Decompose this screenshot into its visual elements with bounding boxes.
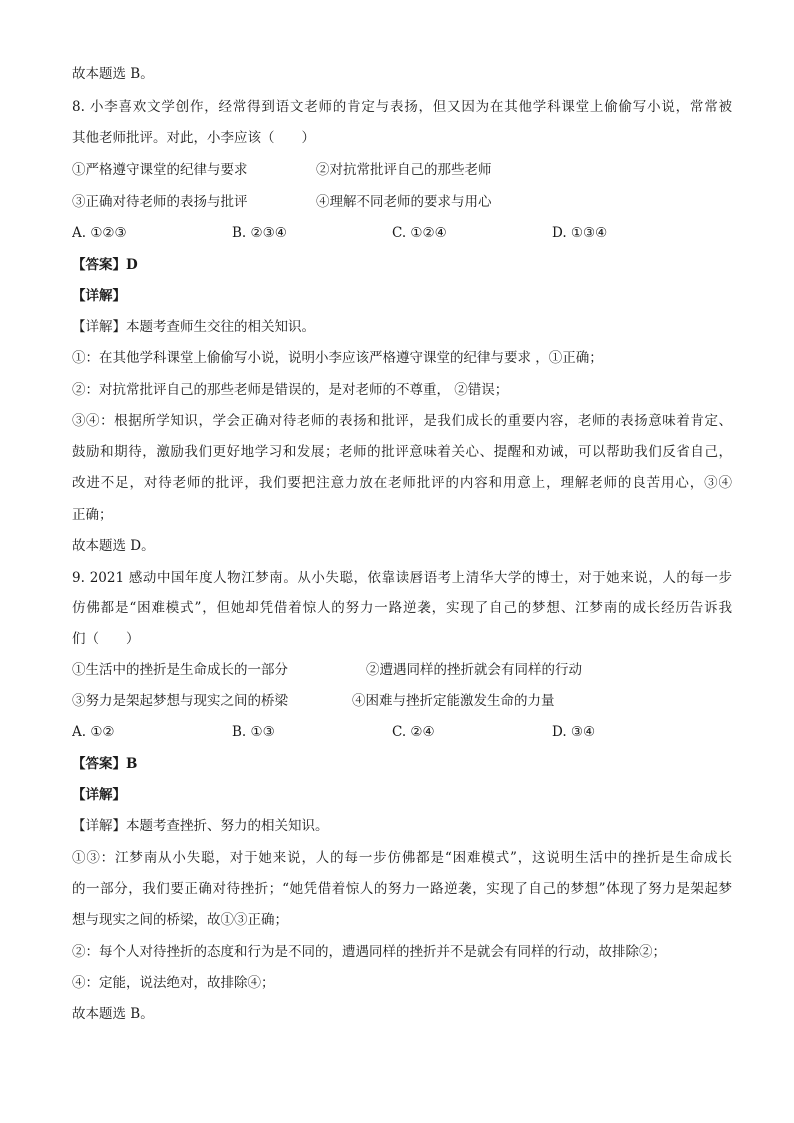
q8-analysis-3-line3: 改进不足，对待老师的批评，我们要把注意力放在老师批评的内容和用意上，理解老师的良苦用心，③④ [72, 475, 732, 491]
q9-detail-intro: 【详解】本题考查挫折、努力的相关知识。 [72, 818, 329, 834]
q8-items-row1 [72, 160, 732, 180]
q8-items-row2 [72, 192, 732, 212]
q8-analysis-1: ①：在其他学科课堂上偷偷写小说，说明小李应该严格遵守课堂的纪律与要求 ，①正确； [72, 350, 603, 366]
q9-analysis-1-line1: ①③：江梦南从小失聪，对于她来说，人的每一步仿佛都是“困难模式”，这说明生活中的挫折是生命成长 [72, 850, 732, 866]
q8-stem-line1: 8. 小李喜欢文学创作，经常得到语文老师的肯定与表扬，但又因为在其他学科课堂上偷偷写小说，常常被 [72, 99, 732, 115]
q9-item-1: ①生活中的挫折是生命成长的一部分 [72, 662, 288, 678]
q8-detail-heading: 【详解】 [72, 288, 126, 304]
q9-analysis-2: ②：每个人对待挫折的态度和行为是不同的，遭遇同样的挫折并不是就会有同样的行动，故排除②； [72, 944, 666, 960]
q9-item-4: ④困难与挫折定能激发生命的力量 [352, 693, 555, 709]
q9-options [72, 722, 732, 742]
q9-answer: 【答案】B [72, 756, 138, 772]
q7-conclusion: 故本题选 B。 [72, 66, 154, 82]
q9-option-d: D. ③④ [552, 724, 596, 740]
q8-option-d: D. ①③④ [552, 225, 608, 241]
q8-analysis-3-line1: ③④：根据所学知识，学会正确对待老师的表扬和批评，是我们成长的重要内容，老师的表扬意味着肯定、 [72, 413, 732, 429]
q8-analysis-2: ②：对抗常批评自己的那些老师是错误的，是对老师的不尊重， ②错误； [72, 382, 509, 398]
q8-item-4: ④理解不同老师的要求与用心 [316, 194, 492, 210]
q9-item-2: ②遭遇同样的挫折就会有同样的行动 [366, 662, 582, 678]
q9-stem-line2: 仿佛都是“困难模式”，但她却凭借着惊人的努力一路逆袭，实现了自己的梦想、江梦南的成长经历告诉我 [72, 600, 732, 616]
q9-analysis-1-line2: 的一部分，我们要正确对待挫折；“她凭借着惊人的努力一路逆袭，实现了自己的梦想”体现了努力是架起梦 [72, 881, 732, 897]
q9-option-b: B. ①③ [232, 724, 275, 740]
q9-analysis-1-line3: 想与现实之间的桥梁，故①③正确； [72, 912, 288, 928]
q9-analysis-3: ④：定能，说法绝对，故排除④； [72, 975, 275, 991]
q9-item-3: ③努力是架起梦想与现实之间的桥梁 [72, 693, 288, 709]
q8-stem-line2: 其他老师批评。对此，小李应该（ ） [72, 130, 315, 146]
q9-conclusion: 故本题选 B。 [72, 1006, 154, 1022]
q9-stem-line1: 9. 2021 感动中国年度人物江梦南。从小失聪，依靠读唇语考上清华大学的博士，对于她来说，人的每一步 [72, 570, 732, 586]
q9-detail-heading: 【详解】 [72, 787, 126, 803]
q8-conclusion: 故本题选 D。 [72, 538, 155, 554]
q9-items-row1 [72, 660, 732, 680]
q8-analysis-3-line4: 正确； [72, 507, 113, 523]
q9-option-c: C. ②④ [392, 724, 435, 740]
q8-option-c: C. ①②④ [392, 225, 447, 241]
q8-analysis-3-line2: 鼓励和期待，激励我们更好地学习和发展；老师的批评意味着关心、提醒和劝诫，可以帮助我们反省自己， [72, 444, 732, 460]
q9-option-a: A. ①② [72, 724, 115, 740]
q9-stem-line3: 们（ ） [72, 631, 140, 647]
q8-detail-intro: 【详解】本题考查师生交往的相关知识。 [72, 319, 315, 335]
q8-item-2: ②对抗常批评自己的那些老师 [316, 162, 492, 178]
q9-items-row2 [72, 691, 732, 711]
q8-option-a: A. ①②③ [72, 225, 127, 241]
q8-item-3: ③正确对待老师的表扬与批评 [72, 194, 248, 210]
q8-item-1: ①严格遵守课堂的纪律与要求 [72, 162, 248, 178]
q8-option-b: B. ②③④ [232, 225, 287, 241]
q8-options [72, 223, 732, 243]
q8-answer: 【答案】D [72, 257, 138, 273]
